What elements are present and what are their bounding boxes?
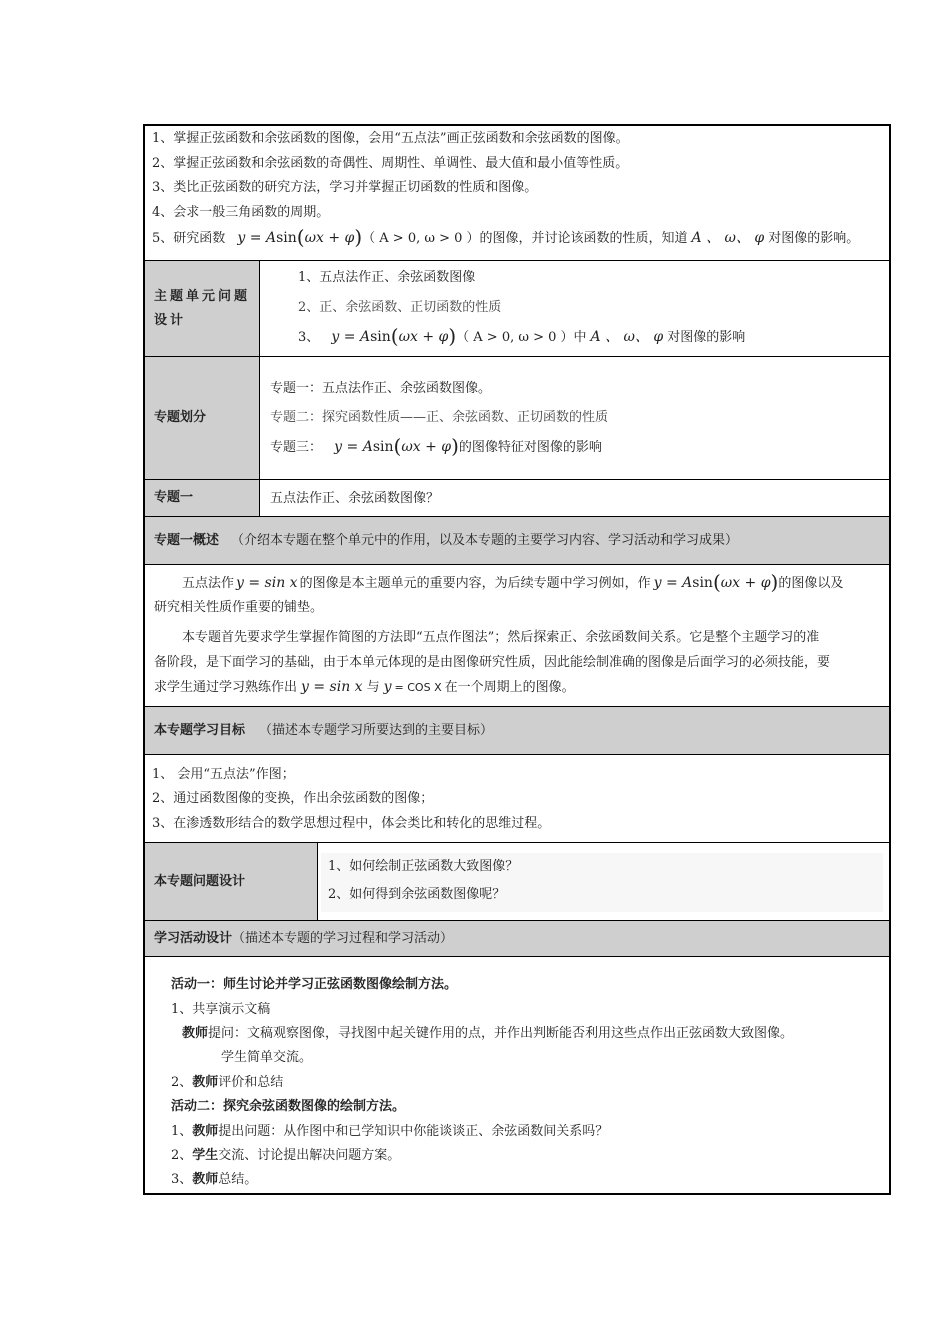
unit-questions-content (260, 261, 889, 356)
topic-questions-row (145, 843, 889, 921)
activity-1-step1: 1、共享演示文稿 (171, 1002, 271, 1017)
activity-note: （描述本专题的学习过程和学习活动） (232, 931, 454, 946)
overview-title: 专题一概述 (154, 533, 220, 548)
topic-question-1: 1、如何绘制正弦函数大致图像？ (328, 859, 519, 874)
goal-1: 1、掌握正弦函数和余弦函数的图像，会用“五点法”画正弦函数和余弦函数的图像。 (152, 131, 629, 146)
activity-2-step2: 2、学生交流、讨论提出解决问题方案。 (171, 1148, 401, 1163)
overview-p1-line2: 研究相关性质作重要的铺垫。 (154, 600, 324, 615)
topic-2-desc: 专题二：探究函数性质——正、余弦函数、正切函数的性质 (270, 410, 609, 425)
activity-header (145, 921, 889, 957)
unit-questions-row (145, 261, 889, 357)
objectives-note: （描述本专题学习所要达到的主要目标） (259, 723, 494, 738)
topic-question-2: 2、如何得到余弦函数图像呢？ (328, 887, 506, 902)
goal-4: 4、会求一般三角函数的周期。 (152, 205, 330, 220)
objective-3: 3、在渗透数形结合的数学思想过程中，体会类比和转化的思维过程。 (152, 816, 551, 831)
overview-p1-line1: 五点法作 y = sin x 的图像是本主题单元的重要内容，为后续专题中学习例如，作 y = Asin(ωx + φ)的图像以及 (182, 570, 844, 594)
overview-content (145, 565, 889, 707)
unit-q2: 2、正、余弦函数、正切函数的性质 (298, 300, 502, 315)
topic1-value: 五点法作正、余弦函数图像？ (270, 491, 440, 506)
topic-questions-label: 本专题问题设计 (145, 843, 318, 920)
overview-p2-line3: 求学生通过学习熟练作出 y = sin x 与 y = COS X 在一个周期上的图像。 (154, 679, 575, 695)
goal-2: 2、掌握正弦函数和余弦函数的奇偶性、周期性、单调性、最大值和最小值等性质。 (152, 156, 629, 171)
overview-note: （介绍本专题在整个单元中的作用，以及本专题的主要学习内容、学习活动和学习成果） (231, 533, 739, 548)
formula-asin: y = Asin(ωx + φ) (237, 225, 363, 249)
topic-3-desc: 专题三： y = Asin(ωx + φ)的图像特征对图像的影响 (270, 434, 602, 458)
objectives-content (145, 755, 889, 843)
activity-2-title: 活动二：探究余弦函数图像的绘制方法。 (171, 1099, 406, 1114)
activity-1-step2: 2、教师评价和总结 (171, 1075, 284, 1090)
objective-1: 1、 会用“五点法”作图； (152, 767, 295, 782)
topic-1-desc: 专题一：五点法作正、余弦函数图像。 (270, 381, 492, 396)
unit-questions-label: 主题单元问题设计 (145, 261, 260, 356)
goal-5: 5、研究函数 y = Asin(ωx + φ)（ A > 0, ω > 0 ）的图像，并讨论该函数的性质，知道 A 、 ω、 φ 对图像的影响。 (152, 225, 860, 249)
topic-division-label: 专题划分 (145, 357, 260, 479)
objectives-header (145, 707, 889, 755)
activity-2-step1: 1、教师提出问题：从作图中和已学知识中你能谈谈正、余弦函数间关系吗？ (171, 1124, 609, 1139)
activity-content (145, 957, 889, 1193)
topic1-label: 专题一 (145, 480, 260, 516)
goal-3: 3、类比正弦函数的研究方法，学习并掌握正切函数的性质和图像。 (152, 180, 538, 195)
activity-1-title: 活动一：师生讨论并学习正弦函数图像绘制方法。 (171, 977, 458, 992)
overview-header (145, 517, 889, 565)
activity-2-step3: 3、教师总结。 (171, 1172, 258, 1187)
goals-section (145, 126, 889, 261)
objective-2: 2、通过函数图像的变换，作出余弦函数的图像； (152, 791, 434, 806)
activity-title: 学习活动设计 (154, 931, 233, 946)
activity-1-exchange: 学生简单交流。 (221, 1050, 313, 1065)
overview-p2-line2: 备阶段，是下面学习的基础，由于本单元体现的是由图像研究性质，因此能绘制准确的图像是后面学习的必须技能，要 (154, 655, 831, 670)
unit-q3: 3、 y = Asin(ωx + φ)（ A > 0, ω > 0 ）中 A 、 ω、 φ 对图像的影响 (298, 324, 746, 348)
topic-division-row (145, 357, 889, 480)
topic1-row (145, 480, 889, 517)
unit-q1: 1、五点法作正、余弦函数图像 (298, 270, 476, 285)
topic-division-content (260, 357, 889, 479)
lesson-plan-table (143, 124, 891, 1195)
activity-1-teacher: 教师提问：文稿观察图像，寻找图中起关键作用的点，并作出判断能否利用这些点作出正弦函数大致图像。 (182, 1026, 794, 1041)
objectives-title: 本专题学习目标 (154, 723, 246, 738)
overview-p2-line1: 本专题首先要求学生掌握作简图的方法即“五点作图法”；然后探索正、余弦函数间关系。它是整个主题学习的准 (182, 630, 820, 645)
